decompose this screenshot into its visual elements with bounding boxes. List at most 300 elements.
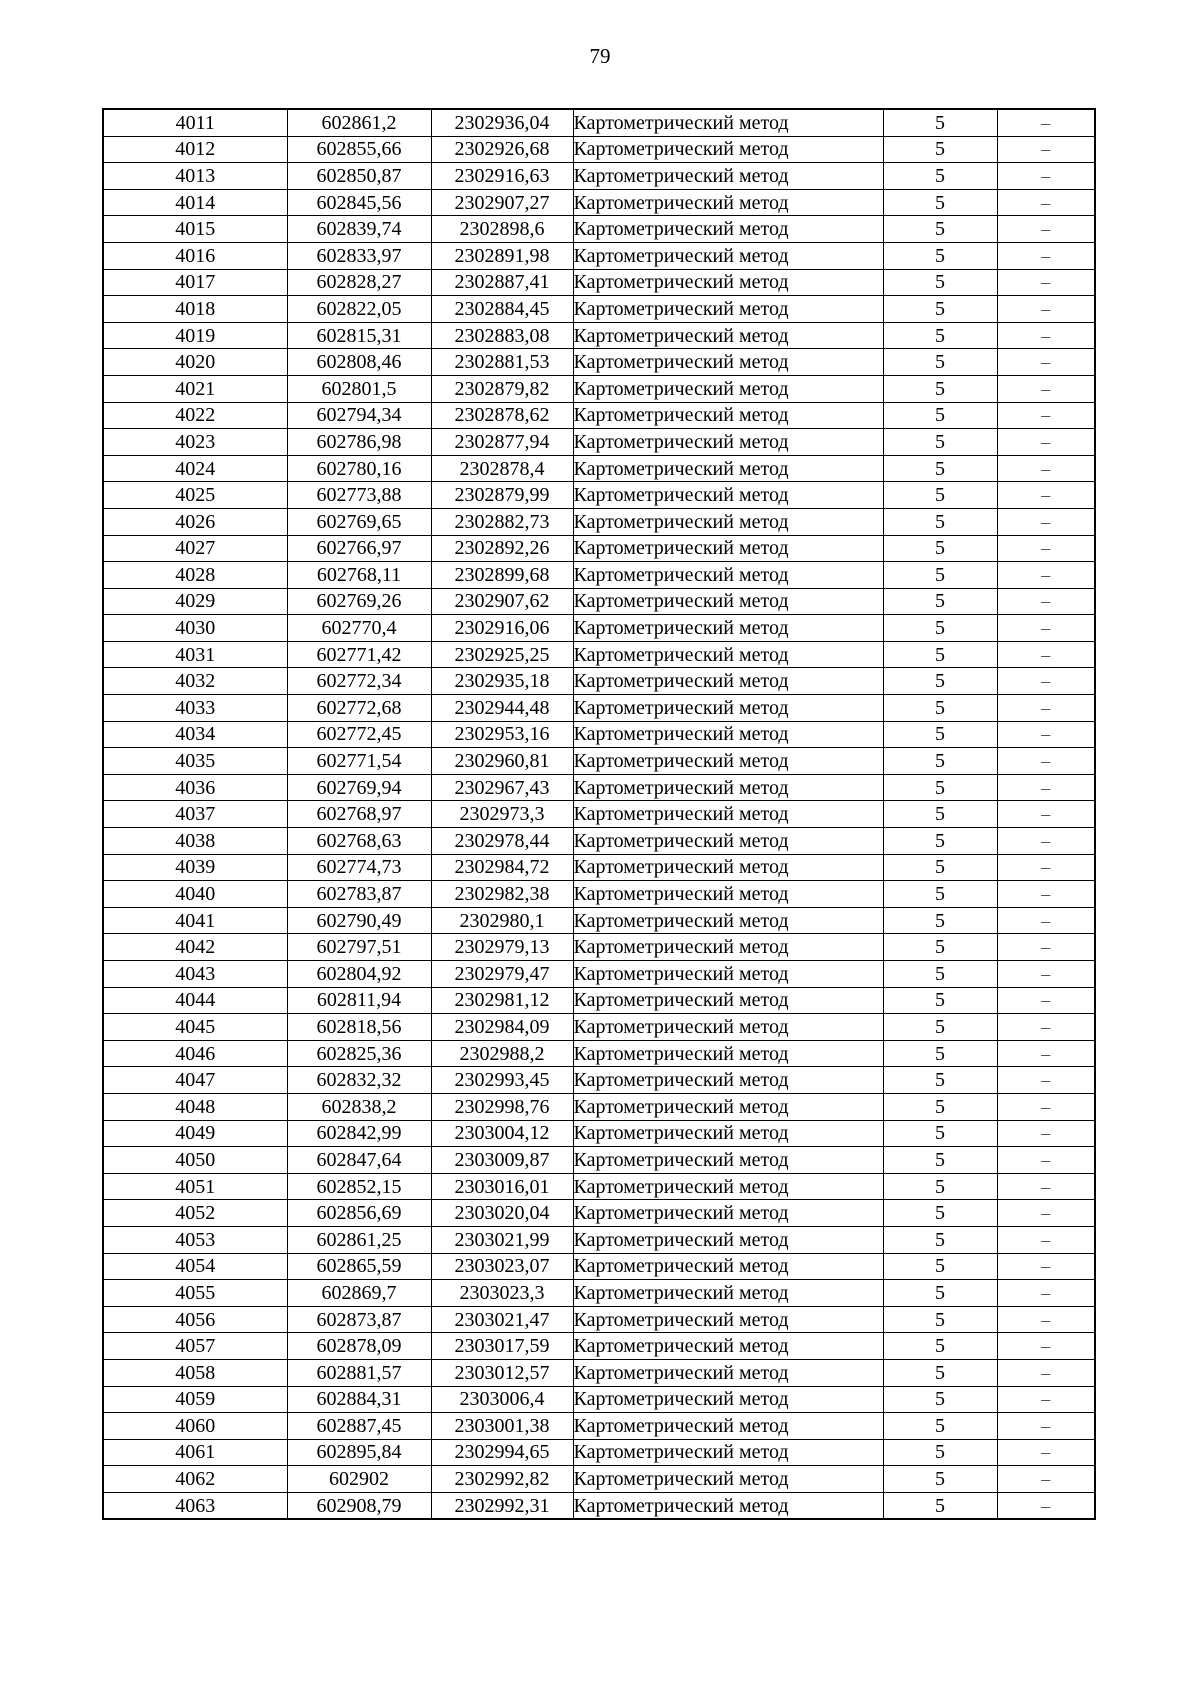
cell-y-coordinate: 2303023,3 (431, 1280, 573, 1307)
cell-accuracy: 5 (883, 1253, 997, 1280)
cell-x-coordinate: 602847,64 (287, 1147, 431, 1174)
cell-point-number: 4023 (103, 429, 287, 456)
cell-point-number: 4032 (103, 668, 287, 695)
cell-x-coordinate: 602861,25 (287, 1226, 431, 1253)
cell-method: Картометрический метод (573, 1492, 883, 1519)
cell-accuracy: 5 (883, 375, 997, 402)
cell-point-number: 4031 (103, 641, 287, 668)
cell-y-coordinate: 2303020,04 (431, 1200, 573, 1227)
cell-x-coordinate: 602786,98 (287, 429, 431, 456)
cell-method: Картометрический метод (573, 1466, 883, 1493)
cell-point-number: 4034 (103, 721, 287, 748)
cell-method: Картометрический метод (573, 1014, 883, 1041)
cell-method: Картометрический метод (573, 562, 883, 589)
table-row (103, 402, 1095, 429)
cell-x-coordinate: 602887,45 (287, 1413, 431, 1440)
cell-point-number: 4016 (103, 242, 287, 269)
table-row (103, 1306, 1095, 1333)
cell-point-number: 4014 (103, 189, 287, 216)
cell-point-number: 4043 (103, 961, 287, 988)
cell-x-coordinate: 602822,05 (287, 296, 431, 323)
cell-note: – (997, 1413, 1095, 1440)
cell-point-number: 4037 (103, 801, 287, 828)
table-row (103, 588, 1095, 615)
cell-point-number: 4059 (103, 1386, 287, 1413)
cell-point-number: 4035 (103, 748, 287, 775)
cell-method: Картометрический метод (573, 1280, 883, 1307)
cell-method: Картометрический метод (573, 1253, 883, 1280)
table-row (103, 1333, 1095, 1360)
cell-y-coordinate: 2302877,94 (431, 429, 573, 456)
cell-point-number: 4058 (103, 1359, 287, 1386)
cell-note: – (997, 189, 1095, 216)
cell-note: – (997, 1466, 1095, 1493)
cell-point-number: 4056 (103, 1306, 287, 1333)
cell-x-coordinate: 602850,87 (287, 163, 431, 190)
cell-accuracy: 5 (883, 828, 997, 855)
cell-accuracy: 5 (883, 1014, 997, 1041)
cell-accuracy: 5 (883, 349, 997, 376)
cell-note: – (997, 1147, 1095, 1174)
cell-point-number: 4055 (103, 1280, 287, 1307)
cell-x-coordinate: 602839,74 (287, 216, 431, 243)
cell-method: Картометрический метод (573, 854, 883, 881)
cell-x-coordinate: 602773,88 (287, 482, 431, 509)
cell-x-coordinate: 602884,31 (287, 1386, 431, 1413)
cell-x-coordinate: 602895,84 (287, 1439, 431, 1466)
cell-y-coordinate: 2302879,82 (431, 375, 573, 402)
cell-x-coordinate: 602768,63 (287, 828, 431, 855)
cell-accuracy: 5 (883, 508, 997, 535)
table-row (103, 1120, 1095, 1147)
table-row (103, 508, 1095, 535)
cell-accuracy: 5 (883, 562, 997, 589)
table-row (103, 907, 1095, 934)
cell-y-coordinate: 2303012,57 (431, 1359, 573, 1386)
cell-note: – (997, 854, 1095, 881)
table-row (103, 269, 1095, 296)
table-row (103, 881, 1095, 908)
cell-y-coordinate: 2303023,07 (431, 1253, 573, 1280)
cell-note: – (997, 322, 1095, 349)
cell-note: – (997, 402, 1095, 429)
table-row (103, 1226, 1095, 1253)
cell-point-number: 4048 (103, 1093, 287, 1120)
cell-accuracy: 5 (883, 296, 997, 323)
cell-accuracy: 5 (883, 1226, 997, 1253)
cell-point-number: 4021 (103, 375, 287, 402)
cell-x-coordinate: 602832,32 (287, 1067, 431, 1094)
cell-point-number: 4052 (103, 1200, 287, 1227)
table-row (103, 1200, 1095, 1227)
table-row (103, 1014, 1095, 1041)
cell-method: Картометрический метод (573, 322, 883, 349)
cell-note: – (997, 1200, 1095, 1227)
cell-point-number: 4063 (103, 1492, 287, 1519)
cell-y-coordinate: 2302967,43 (431, 774, 573, 801)
cell-y-coordinate: 2302988,2 (431, 1040, 573, 1067)
cell-x-coordinate: 602881,57 (287, 1359, 431, 1386)
cell-note: – (997, 828, 1095, 855)
cell-point-number: 4020 (103, 349, 287, 376)
table-row (103, 109, 1095, 136)
cell-y-coordinate: 2302960,81 (431, 748, 573, 775)
cell-method: Картометрический метод (573, 1147, 883, 1174)
cell-accuracy: 5 (883, 402, 997, 429)
cell-y-coordinate: 2302993,45 (431, 1067, 573, 1094)
cell-note: – (997, 455, 1095, 482)
cell-point-number: 4019 (103, 322, 287, 349)
cell-point-number: 4062 (103, 1466, 287, 1493)
cell-note: – (997, 508, 1095, 535)
table-row (103, 668, 1095, 695)
cell-accuracy: 5 (883, 1200, 997, 1227)
table-row (103, 242, 1095, 269)
cell-point-number: 4061 (103, 1439, 287, 1466)
cell-point-number: 4039 (103, 854, 287, 881)
cell-accuracy: 5 (883, 269, 997, 296)
cell-x-coordinate: 602769,94 (287, 774, 431, 801)
cell-method: Картометрический метод (573, 1067, 883, 1094)
cell-point-number: 4033 (103, 695, 287, 722)
cell-method: Картометрический метод (573, 296, 883, 323)
cell-method: Картометрический метод (573, 1173, 883, 1200)
cell-note: – (997, 695, 1095, 722)
cell-y-coordinate: 2302936,04 (431, 109, 573, 136)
cell-note: – (997, 1067, 1095, 1094)
cell-accuracy: 5 (883, 1492, 997, 1519)
cell-method: Картометрический метод (573, 1120, 883, 1147)
cell-y-coordinate: 2302979,47 (431, 961, 573, 988)
cell-x-coordinate: 602842,99 (287, 1120, 431, 1147)
cell-note: – (997, 109, 1095, 136)
cell-note: – (997, 668, 1095, 695)
cell-y-coordinate: 2303004,12 (431, 1120, 573, 1147)
cell-y-coordinate: 2302899,68 (431, 562, 573, 589)
cell-x-coordinate: 602818,56 (287, 1014, 431, 1041)
cell-x-coordinate: 602828,27 (287, 269, 431, 296)
cell-note: – (997, 588, 1095, 615)
cell-y-coordinate: 2302926,68 (431, 136, 573, 163)
cell-method: Картометрический метод (573, 668, 883, 695)
cell-point-number: 4050 (103, 1147, 287, 1174)
table-row (103, 615, 1095, 642)
cell-y-coordinate: 2302878,62 (431, 402, 573, 429)
cell-point-number: 4041 (103, 907, 287, 934)
cell-note: – (997, 562, 1095, 589)
cell-point-number: 4057 (103, 1333, 287, 1360)
cell-method: Картометрический метод (573, 455, 883, 482)
cell-x-coordinate: 602811,94 (287, 987, 431, 1014)
cell-y-coordinate: 2302982,38 (431, 881, 573, 908)
table-row (103, 1466, 1095, 1493)
cell-point-number: 4022 (103, 402, 287, 429)
table-row (103, 1439, 1095, 1466)
cell-x-coordinate: 602790,49 (287, 907, 431, 934)
table-row (103, 801, 1095, 828)
cell-y-coordinate: 2302992,31 (431, 1492, 573, 1519)
cell-note: – (997, 1226, 1095, 1253)
cell-method: Картометрический метод (573, 1040, 883, 1067)
table-row (103, 163, 1095, 190)
cell-y-coordinate: 2302891,98 (431, 242, 573, 269)
cell-y-coordinate: 2303006,4 (431, 1386, 573, 1413)
cell-method: Картометрический метод (573, 163, 883, 190)
cell-note: – (997, 1359, 1095, 1386)
cell-note: – (997, 881, 1095, 908)
cell-accuracy: 5 (883, 136, 997, 163)
cell-x-coordinate: 602869,7 (287, 1280, 431, 1307)
table-row (103, 216, 1095, 243)
cell-point-number: 4036 (103, 774, 287, 801)
cell-note: – (997, 1386, 1095, 1413)
cell-x-coordinate: 602772,34 (287, 668, 431, 695)
cell-x-coordinate: 602804,92 (287, 961, 431, 988)
cell-y-coordinate: 2302994,65 (431, 1439, 573, 1466)
table-row (103, 1147, 1095, 1174)
cell-note: – (997, 216, 1095, 243)
cell-method: Картометрический метод (573, 1359, 883, 1386)
cell-accuracy: 5 (883, 1333, 997, 1360)
cell-note: – (997, 801, 1095, 828)
cell-x-coordinate: 602771,42 (287, 641, 431, 668)
table-row (103, 482, 1095, 509)
cell-y-coordinate: 2302884,45 (431, 296, 573, 323)
cell-method: Картометрический метод (573, 1226, 883, 1253)
cell-note: – (997, 1492, 1095, 1519)
cell-point-number: 4013 (103, 163, 287, 190)
cell-accuracy: 5 (883, 1147, 997, 1174)
cell-x-coordinate: 602771,54 (287, 748, 431, 775)
cell-method: Картометрический метод (573, 375, 883, 402)
cell-accuracy: 5 (883, 615, 997, 642)
cell-note: – (997, 1173, 1095, 1200)
cell-method: Картометрический метод (573, 269, 883, 296)
cell-point-number: 4029 (103, 588, 287, 615)
cell-method: Картометрический метод (573, 109, 883, 136)
cell-x-coordinate: 602825,36 (287, 1040, 431, 1067)
page-number: 79 (589, 44, 611, 68)
cell-accuracy: 5 (883, 189, 997, 216)
cell-method: Картометрический метод (573, 588, 883, 615)
cell-note: – (997, 136, 1095, 163)
cell-method: Картометрический метод (573, 1439, 883, 1466)
cell-y-coordinate: 2302892,26 (431, 535, 573, 562)
cell-accuracy: 5 (883, 482, 997, 509)
cell-accuracy: 5 (883, 588, 997, 615)
cell-note: – (997, 934, 1095, 961)
cell-note: – (997, 721, 1095, 748)
cell-accuracy: 5 (883, 934, 997, 961)
cell-accuracy: 5 (883, 961, 997, 988)
cell-x-coordinate: 602801,5 (287, 375, 431, 402)
cell-note: – (997, 641, 1095, 668)
cell-x-coordinate: 602769,26 (287, 588, 431, 615)
cell-method: Картометрический метод (573, 508, 883, 535)
cell-point-number: 4012 (103, 136, 287, 163)
cell-accuracy: 5 (883, 801, 997, 828)
cell-method: Картометрический метод (573, 721, 883, 748)
cell-accuracy: 5 (883, 881, 997, 908)
cell-accuracy: 5 (883, 854, 997, 881)
cell-method: Картометрический метод (573, 987, 883, 1014)
cell-point-number: 4053 (103, 1226, 287, 1253)
cell-x-coordinate: 602845,56 (287, 189, 431, 216)
cell-point-number: 4027 (103, 535, 287, 562)
cell-y-coordinate: 2302887,41 (431, 269, 573, 296)
cell-y-coordinate: 2303009,87 (431, 1147, 573, 1174)
cell-accuracy: 5 (883, 429, 997, 456)
coordinates-table-body (103, 109, 1095, 1519)
cell-x-coordinate: 602908,79 (287, 1492, 431, 1519)
cell-x-coordinate: 602833,97 (287, 242, 431, 269)
cell-note: – (997, 961, 1095, 988)
cell-method: Картометрический метод (573, 828, 883, 855)
cell-x-coordinate: 602797,51 (287, 934, 431, 961)
cell-accuracy: 5 (883, 455, 997, 482)
cell-x-coordinate: 602865,59 (287, 1253, 431, 1280)
cell-x-coordinate: 602766,97 (287, 535, 431, 562)
cell-point-number: 4047 (103, 1067, 287, 1094)
cell-y-coordinate: 2303021,47 (431, 1306, 573, 1333)
cell-accuracy: 5 (883, 242, 997, 269)
cell-note: – (997, 1093, 1095, 1120)
cell-method: Картометрический метод (573, 961, 883, 988)
cell-note: – (997, 482, 1095, 509)
table-row (103, 828, 1095, 855)
cell-point-number: 4042 (103, 934, 287, 961)
cell-point-number: 4030 (103, 615, 287, 642)
cell-accuracy: 5 (883, 1466, 997, 1493)
cell-x-coordinate: 602770,4 (287, 615, 431, 642)
table-row (103, 987, 1095, 1014)
cell-note: – (997, 987, 1095, 1014)
table-row (103, 535, 1095, 562)
cell-accuracy: 5 (883, 987, 997, 1014)
cell-y-coordinate: 2302944,48 (431, 695, 573, 722)
cell-point-number: 4038 (103, 828, 287, 855)
cell-method: Картометрический метод (573, 934, 883, 961)
cell-note: – (997, 375, 1095, 402)
cell-accuracy: 5 (883, 322, 997, 349)
table-row (103, 1386, 1095, 1413)
cell-x-coordinate: 602772,45 (287, 721, 431, 748)
table-row (103, 1413, 1095, 1440)
cell-point-number: 4018 (103, 296, 287, 323)
cell-point-number: 4011 (103, 109, 287, 136)
cell-method: Картометрический метод (573, 482, 883, 509)
cell-accuracy: 5 (883, 1359, 997, 1386)
cell-point-number: 4044 (103, 987, 287, 1014)
table-row (103, 854, 1095, 881)
cell-x-coordinate: 602856,69 (287, 1200, 431, 1227)
cell-accuracy: 5 (883, 1040, 997, 1067)
cell-x-coordinate: 602878,09 (287, 1333, 431, 1360)
table-row (103, 322, 1095, 349)
cell-x-coordinate: 602768,97 (287, 801, 431, 828)
table-row (103, 429, 1095, 456)
cell-y-coordinate: 2302898,6 (431, 216, 573, 243)
cell-point-number: 4040 (103, 881, 287, 908)
table-row (103, 562, 1095, 589)
table-row (103, 774, 1095, 801)
cell-y-coordinate: 2302881,53 (431, 349, 573, 376)
cell-x-coordinate: 602852,15 (287, 1173, 431, 1200)
cell-y-coordinate: 2302916,06 (431, 615, 573, 642)
cell-accuracy: 5 (883, 748, 997, 775)
cell-method: Картометрический метод (573, 189, 883, 216)
cell-y-coordinate: 2303001,38 (431, 1413, 573, 1440)
cell-method: Картометрический метод (573, 774, 883, 801)
cell-method: Картометрический метод (573, 136, 883, 163)
cell-method: Картометрический метод (573, 1200, 883, 1227)
cell-accuracy: 5 (883, 641, 997, 668)
cell-accuracy: 5 (883, 1120, 997, 1147)
cell-note: – (997, 1253, 1095, 1280)
cell-point-number: 4017 (103, 269, 287, 296)
table-row (103, 934, 1095, 961)
cell-y-coordinate: 2302984,72 (431, 854, 573, 881)
cell-x-coordinate: 602855,66 (287, 136, 431, 163)
cell-note: – (997, 349, 1095, 376)
cell-method: Картометрический метод (573, 1386, 883, 1413)
cell-x-coordinate: 602768,11 (287, 562, 431, 589)
cell-x-coordinate: 602769,65 (287, 508, 431, 535)
cell-note: – (997, 748, 1095, 775)
cell-method: Картометрический метод (573, 402, 883, 429)
cell-point-number: 4051 (103, 1173, 287, 1200)
cell-note: – (997, 429, 1095, 456)
cell-note: – (997, 615, 1095, 642)
cell-accuracy: 5 (883, 721, 997, 748)
coordinates-table (102, 108, 1096, 1520)
cell-point-number: 4049 (103, 1120, 287, 1147)
cell-accuracy: 5 (883, 668, 997, 695)
cell-x-coordinate: 602873,87 (287, 1306, 431, 1333)
cell-note: – (997, 1306, 1095, 1333)
table-row (103, 455, 1095, 482)
cell-x-coordinate: 602780,16 (287, 455, 431, 482)
cell-method: Картометрический метод (573, 1093, 883, 1120)
cell-note: – (997, 1333, 1095, 1360)
table-row (103, 1067, 1095, 1094)
cell-note: – (997, 1120, 1095, 1147)
cell-accuracy: 5 (883, 774, 997, 801)
cell-x-coordinate: 602902 (287, 1466, 431, 1493)
table-row (103, 136, 1095, 163)
cell-y-coordinate: 2303021,99 (431, 1226, 573, 1253)
cell-y-coordinate: 2302883,08 (431, 322, 573, 349)
table-row (103, 189, 1095, 216)
cell-x-coordinate: 602861,2 (287, 109, 431, 136)
cell-y-coordinate: 2302935,18 (431, 668, 573, 695)
cell-note: – (997, 535, 1095, 562)
cell-y-coordinate: 2303016,01 (431, 1173, 573, 1200)
cell-point-number: 4060 (103, 1413, 287, 1440)
cell-method: Картометрический метод (573, 216, 883, 243)
cell-method: Картометрический метод (573, 1306, 883, 1333)
cell-y-coordinate: 2302878,4 (431, 455, 573, 482)
cell-method: Картометрический метод (573, 429, 883, 456)
cell-note: – (997, 242, 1095, 269)
table-row (103, 1040, 1095, 1067)
cell-accuracy: 5 (883, 1173, 997, 1200)
cell-note: – (997, 163, 1095, 190)
cell-y-coordinate: 2302907,27 (431, 189, 573, 216)
cell-method: Картометрический метод (573, 242, 883, 269)
table-row (103, 1359, 1095, 1386)
cell-method: Картометрический метод (573, 1413, 883, 1440)
